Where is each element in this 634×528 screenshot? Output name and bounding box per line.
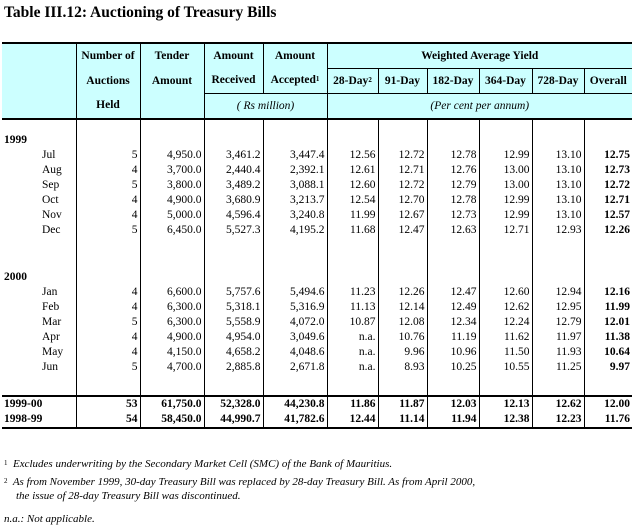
spacer-row (2, 238, 632, 256)
number-of-auctions: 5 (76, 148, 140, 163)
tender-amount: 4,950.0 (140, 148, 204, 163)
amount-accepted: 41,782.6 (263, 412, 327, 428)
number-of-auctions: 4 (76, 345, 140, 360)
header-received: Received (204, 69, 263, 94)
amount-accepted: 3,213.7 (263, 193, 327, 208)
yield-364-day: 12.99 (479, 148, 532, 163)
yield-91-day: 9.96 (378, 345, 427, 360)
yield-364-day: 10.55 (479, 360, 532, 375)
empty-cell (378, 133, 427, 148)
spacer-cell (378, 238, 427, 256)
yield-28-day: 11.86 (327, 396, 378, 412)
spacer-cell (327, 375, 378, 393)
empty-cell (584, 133, 632, 148)
month-label: Feb (2, 300, 76, 315)
yield-728-day: 12.23 (532, 412, 584, 428)
empty-cell (204, 270, 263, 285)
yield-728-day: 12.95 (532, 300, 584, 315)
yield-182-day: 10.96 (427, 345, 479, 360)
table-row (2, 163, 632, 178)
unit-rs-million: ( Rs million) (236, 99, 295, 112)
amount-received: 3,461.2 (204, 148, 263, 163)
yield-overall: 12.01 (604, 316, 630, 328)
empty-cell (327, 270, 378, 285)
year-label: 1999 (2, 133, 76, 148)
yield-91-day: 12.26 (378, 285, 427, 300)
spacer-row (2, 256, 632, 270)
header-auctions: Auctions (76, 69, 140, 94)
yield-28-day: 12.60 (327, 178, 378, 193)
spacer-cell (140, 119, 204, 133)
footnote-2-mark: 2 (4, 477, 8, 485)
footnote-2 (4, 476, 475, 488)
yield-91-day: 12.08 (378, 315, 427, 330)
amount-received: 3,680.9 (204, 193, 263, 208)
yield-91-day: 11.87 (378, 396, 427, 412)
yield-overall: 12.16 (604, 286, 630, 298)
amount-accepted: 2,392.1 (263, 163, 327, 178)
footnote-2-marker: 2 (368, 75, 372, 84)
spacer-cell (76, 238, 140, 256)
yield-728-day: 12.94 (532, 285, 584, 300)
amount-received: 4,596.4 (204, 208, 263, 223)
footnote-1 (4, 458, 392, 470)
spacer-row (2, 119, 632, 133)
month-label: Jul (2, 148, 76, 163)
header-weighted-average-yield: Weighted Average Yield (327, 43, 632, 69)
spacer-cell (584, 256, 632, 270)
empty-cell (327, 133, 378, 148)
yield-182-day: 12.63 (427, 223, 479, 238)
amount-accepted: 4,048.6 (263, 345, 327, 360)
month-label: Jun (2, 360, 76, 375)
yield-728-day: 12.93 (532, 223, 584, 238)
year-row (2, 270, 632, 285)
yield-91-day: 8.93 (378, 360, 427, 375)
number-of-auctions: 4 (76, 330, 140, 345)
amount-received: 2,440.4 (204, 163, 263, 178)
empty-cell (140, 270, 204, 285)
yield-28-day: n.a. (327, 345, 378, 360)
yield-28-day: n.a. (327, 330, 378, 345)
yield-91-day: 12.67 (378, 208, 427, 223)
yield-728-day: 11.97 (532, 330, 584, 345)
number-of-auctions: 4 (76, 163, 140, 178)
amount-received: 5,757.6 (204, 285, 263, 300)
header-accepted-label: Accepted (270, 74, 316, 87)
tender-amount: 5,000.0 (140, 208, 204, 223)
yield-28-day: 12.44 (327, 412, 378, 428)
yield-28-day: 12.54 (327, 193, 378, 208)
spacer-row (2, 375, 632, 393)
yield-182-day: 12.79 (427, 178, 479, 193)
table-row (2, 148, 632, 163)
yield-overall: 12.57 (604, 209, 630, 221)
yield-728-day: 13.10 (532, 193, 584, 208)
spacer-cell (479, 256, 532, 270)
tender-amount: 4,700.0 (140, 360, 204, 375)
yield-364-day: 12.99 (479, 193, 532, 208)
amount-accepted: 3,240.8 (263, 208, 327, 223)
header-tender: Tender (140, 43, 204, 69)
month-label: Nov (2, 208, 76, 223)
month-label: Mar (2, 315, 76, 330)
spacer-cell (263, 375, 327, 393)
yield-overall: 12.73 (604, 164, 630, 176)
header-held: Held (76, 94, 140, 120)
table-body (2, 119, 632, 428)
tender-amount: 4,150.0 (140, 345, 204, 360)
yield-28-day: 10.87 (327, 315, 378, 330)
unit-per-cent: (Per cent per annum) (430, 99, 530, 112)
empty-cell (427, 133, 479, 148)
yield-182-day: 12.47 (427, 285, 479, 300)
spacer-cell (76, 256, 140, 270)
yield-91-day: 12.47 (378, 223, 427, 238)
yield-728-day: 13.10 (532, 178, 584, 193)
number-of-auctions: 4 (76, 193, 140, 208)
yield-182-day: 12.78 (427, 148, 479, 163)
table-row (2, 285, 632, 300)
spacer-cell (378, 119, 427, 133)
yield-182-day: 11.19 (427, 330, 479, 345)
tender-amount: 4,900.0 (140, 330, 204, 345)
table-title: Table III.12: Auctioning of Treasury Bills (4, 4, 277, 21)
footnote-2-line2: the issue of 28-day Treasury Bill was discontinued. (16, 490, 241, 502)
yield-overall: 12.75 (604, 149, 630, 161)
yield-overall: 12.71 (604, 194, 630, 206)
yield-28-day: 11.23 (327, 285, 378, 300)
yield-91-day: 12.72 (378, 178, 427, 193)
total-row (2, 396, 632, 412)
table-row (2, 193, 632, 208)
amount-received: 2,885.8 (204, 360, 263, 375)
header-728-day: 728-Day (532, 69, 584, 94)
spacer-cell (140, 375, 204, 393)
footnote-1-marker: 1 (315, 75, 320, 84)
yield-182-day: 12.78 (427, 193, 479, 208)
amount-accepted: 44,230.8 (263, 396, 327, 412)
yield-28-day: 11.99 (327, 208, 378, 223)
number-of-auctions: 4 (76, 208, 140, 223)
header-number-of: Number of (76, 43, 140, 69)
yield-728-day: 13.10 (532, 208, 584, 223)
spacer-cell (532, 238, 584, 256)
amount-received: 5,527.3 (204, 223, 263, 238)
header-amount-accepted-top: Amount (263, 43, 327, 69)
yield-91-day: 12.14 (378, 300, 427, 315)
yield-728-day: 12.62 (532, 396, 584, 412)
number-of-auctions: 5 (76, 315, 140, 330)
spacer-cell (427, 119, 479, 133)
yield-91-day: 12.71 (378, 163, 427, 178)
tender-amount: 3,700.0 (140, 163, 204, 178)
month-label: Dec (2, 223, 76, 238)
empty-cell (479, 133, 532, 148)
empty-cell (532, 133, 584, 148)
month-label: May (2, 345, 76, 360)
table-row (2, 360, 632, 375)
number-of-auctions: 54 (76, 412, 140, 428)
yield-overall: 12.00 (604, 398, 630, 410)
spacer-cell (327, 119, 378, 133)
amount-received: 3,489.2 (204, 178, 263, 193)
yield-182-day: 12.73 (427, 208, 479, 223)
amount-accepted: 2,671.8 (263, 360, 327, 375)
header-182-day: 182-Day (427, 69, 479, 94)
empty-cell (140, 133, 204, 148)
yield-91-day: 11.14 (378, 412, 427, 428)
table-row (2, 330, 632, 345)
tender-amount: 61,750.0 (140, 396, 204, 412)
empty-cell (479, 270, 532, 285)
header-amount-received-top: Amount (204, 43, 263, 69)
month-label: Jan (2, 285, 76, 300)
spacer-cell (263, 256, 327, 270)
yield-28-day: 12.56 (327, 148, 378, 163)
yield-overall: 12.72 (604, 179, 630, 191)
yield-364-day: 12.99 (479, 208, 532, 223)
yield-728-day: 11.93 (532, 345, 584, 360)
amount-accepted: 5,494.6 (263, 285, 327, 300)
spacer-cell (140, 256, 204, 270)
table-row (2, 178, 632, 193)
yield-overall: 11.76 (604, 413, 630, 425)
empty-cell (76, 270, 140, 285)
yield-364-day: 11.62 (479, 330, 532, 345)
spacer-cell (532, 119, 584, 133)
yield-28-day: 12.61 (327, 163, 378, 178)
spacer-cell (263, 238, 327, 256)
yield-28-day: 11.13 (327, 300, 378, 315)
empty-cell (532, 270, 584, 285)
treasury-bills-table (2, 42, 632, 429)
table-row (2, 223, 632, 238)
spacer-cell (378, 375, 427, 393)
spacer-cell (2, 256, 76, 270)
tender-amount: 6,300.0 (140, 315, 204, 330)
yield-182-day: 12.03 (427, 396, 479, 412)
yield-91-day: 12.72 (378, 148, 427, 163)
yield-182-day: 12.76 (427, 163, 479, 178)
yield-728-day: 12.79 (532, 315, 584, 330)
spacer-cell (204, 119, 263, 133)
yield-728-day: 13.10 (532, 148, 584, 163)
amount-accepted: 5,316.9 (263, 300, 327, 315)
empty-cell (584, 270, 632, 285)
yield-overall: 11.99 (604, 301, 630, 313)
tender-amount: 58,450.0 (140, 412, 204, 428)
footnote-na: n.a.: Not applicable. (4, 513, 95, 525)
tender-amount: 6,300.0 (140, 300, 204, 315)
period-label: 1999-00 (2, 396, 76, 412)
spacer-cell (479, 238, 532, 256)
amount-received: 5,558.9 (204, 315, 263, 330)
spacer-cell (327, 256, 378, 270)
number-of-auctions: 4 (76, 285, 140, 300)
number-of-auctions: 4 (76, 300, 140, 315)
yield-364-day: 12.38 (479, 412, 532, 428)
header-364-day: 364-Day (479, 69, 532, 94)
tender-amount: 6,600.0 (140, 285, 204, 300)
amount-received: 5,318.1 (204, 300, 263, 315)
yield-91-day: 12.70 (378, 193, 427, 208)
spacer-cell (76, 375, 140, 393)
empty-cell (263, 270, 327, 285)
yield-728-day: 13.10 (532, 163, 584, 178)
amount-accepted: 3,088.1 (263, 178, 327, 193)
number-of-auctions: 5 (76, 223, 140, 238)
spacer-cell (427, 375, 479, 393)
yield-364-day: 12.62 (479, 300, 532, 315)
number-of-auctions: 5 (76, 178, 140, 193)
yield-364-day: 13.00 (479, 178, 532, 193)
total-row (2, 412, 632, 428)
yield-364-day: 11.50 (479, 345, 532, 360)
amount-accepted: 4,072.0 (263, 315, 327, 330)
amount-received: 52,328.0 (204, 396, 263, 412)
table-row (2, 345, 632, 360)
yield-364-day: 12.13 (479, 396, 532, 412)
header-91-day: 91-Day (378, 69, 427, 94)
spacer-cell (263, 119, 327, 133)
yield-364-day: 13.00 (479, 163, 532, 178)
year-label: 2000 (2, 270, 76, 285)
month-label: Aug (2, 163, 76, 178)
yield-364-day: 12.60 (479, 285, 532, 300)
yield-overall: 9.97 (609, 361, 630, 373)
table-row (2, 315, 632, 330)
footnote-2-text-line1: As from November 1999, 30-day Treasury Bill was replaced by 28-day Treasury Bill. As from April 2000, (12, 476, 476, 488)
spacer-cell (427, 256, 479, 270)
empty-cell (378, 270, 427, 285)
yield-182-day: 12.34 (427, 315, 479, 330)
spacer-cell (204, 375, 263, 393)
amount-received: 4,954.0 (204, 330, 263, 345)
tender-amount: 6,450.0 (140, 223, 204, 238)
spacer-cell (204, 256, 263, 270)
yield-364-day: 12.24 (479, 315, 532, 330)
yield-overall: 11.38 (604, 331, 630, 343)
yield-28-day: n.a. (327, 360, 378, 375)
table-row (2, 300, 632, 315)
header-overall: Overall (584, 69, 632, 94)
yield-182-day: 11.94 (427, 412, 479, 428)
empty-cell (204, 133, 263, 148)
spacer-cell (204, 238, 263, 256)
yield-182-day: 10.25 (427, 360, 479, 375)
table-row (2, 208, 632, 223)
footnote-1-text: Excludes underwriting by the Secondary Market Cell (SMC) of the Bank of Mauritius. (13, 458, 393, 470)
yield-overall: 10.64 (604, 346, 630, 358)
empty-cell (263, 133, 327, 148)
amount-accepted: 3,447.4 (263, 148, 327, 163)
spacer-cell (427, 238, 479, 256)
empty-cell (427, 270, 479, 285)
period-label: 1998-99 (2, 412, 76, 428)
spacer-cell (2, 375, 76, 393)
spacer-cell (532, 375, 584, 393)
tender-amount: 3,800.0 (140, 178, 204, 193)
amount-accepted: 4,195.2 (263, 223, 327, 238)
yield-28-day: 11.68 (327, 223, 378, 238)
number-of-auctions: 5 (76, 360, 140, 375)
header-tender-amount: Amount (140, 69, 204, 94)
spacer-cell (76, 119, 140, 133)
header-28-day-label: 28-Day (333, 74, 369, 87)
empty-cell (76, 133, 140, 148)
amount-received: 4,658.2 (204, 345, 263, 360)
month-label: Sep (2, 178, 76, 193)
amount-received: 44,990.7 (204, 412, 263, 428)
spacer-cell (327, 238, 378, 256)
yield-182-day: 12.49 (427, 300, 479, 315)
yield-728-day: 11.25 (532, 360, 584, 375)
spacer-cell (378, 256, 427, 270)
spacer-cell (2, 119, 76, 133)
yield-364-day: 12.71 (479, 223, 532, 238)
tender-amount: 4,900.0 (140, 193, 204, 208)
yield-91-day: 10.76 (378, 330, 427, 345)
amount-accepted: 3,049.6 (263, 330, 327, 345)
header-28-day (327, 69, 378, 94)
spacer-cell (2, 238, 76, 256)
spacer-cell (479, 119, 532, 133)
footnote-1-mark: 1 (4, 459, 8, 467)
month-label: Oct (2, 193, 76, 208)
spacer-cell (584, 238, 632, 256)
spacer-cell (140, 238, 204, 256)
month-label: Apr (2, 330, 76, 345)
number-of-auctions: 53 (76, 396, 140, 412)
spacer-cell (532, 256, 584, 270)
spacer-cell (584, 119, 632, 133)
spacer-cell (479, 375, 532, 393)
year-row (2, 133, 632, 148)
header-accepted (263, 69, 327, 94)
spacer-cell (584, 375, 632, 393)
yield-overall: 12.26 (604, 224, 630, 236)
